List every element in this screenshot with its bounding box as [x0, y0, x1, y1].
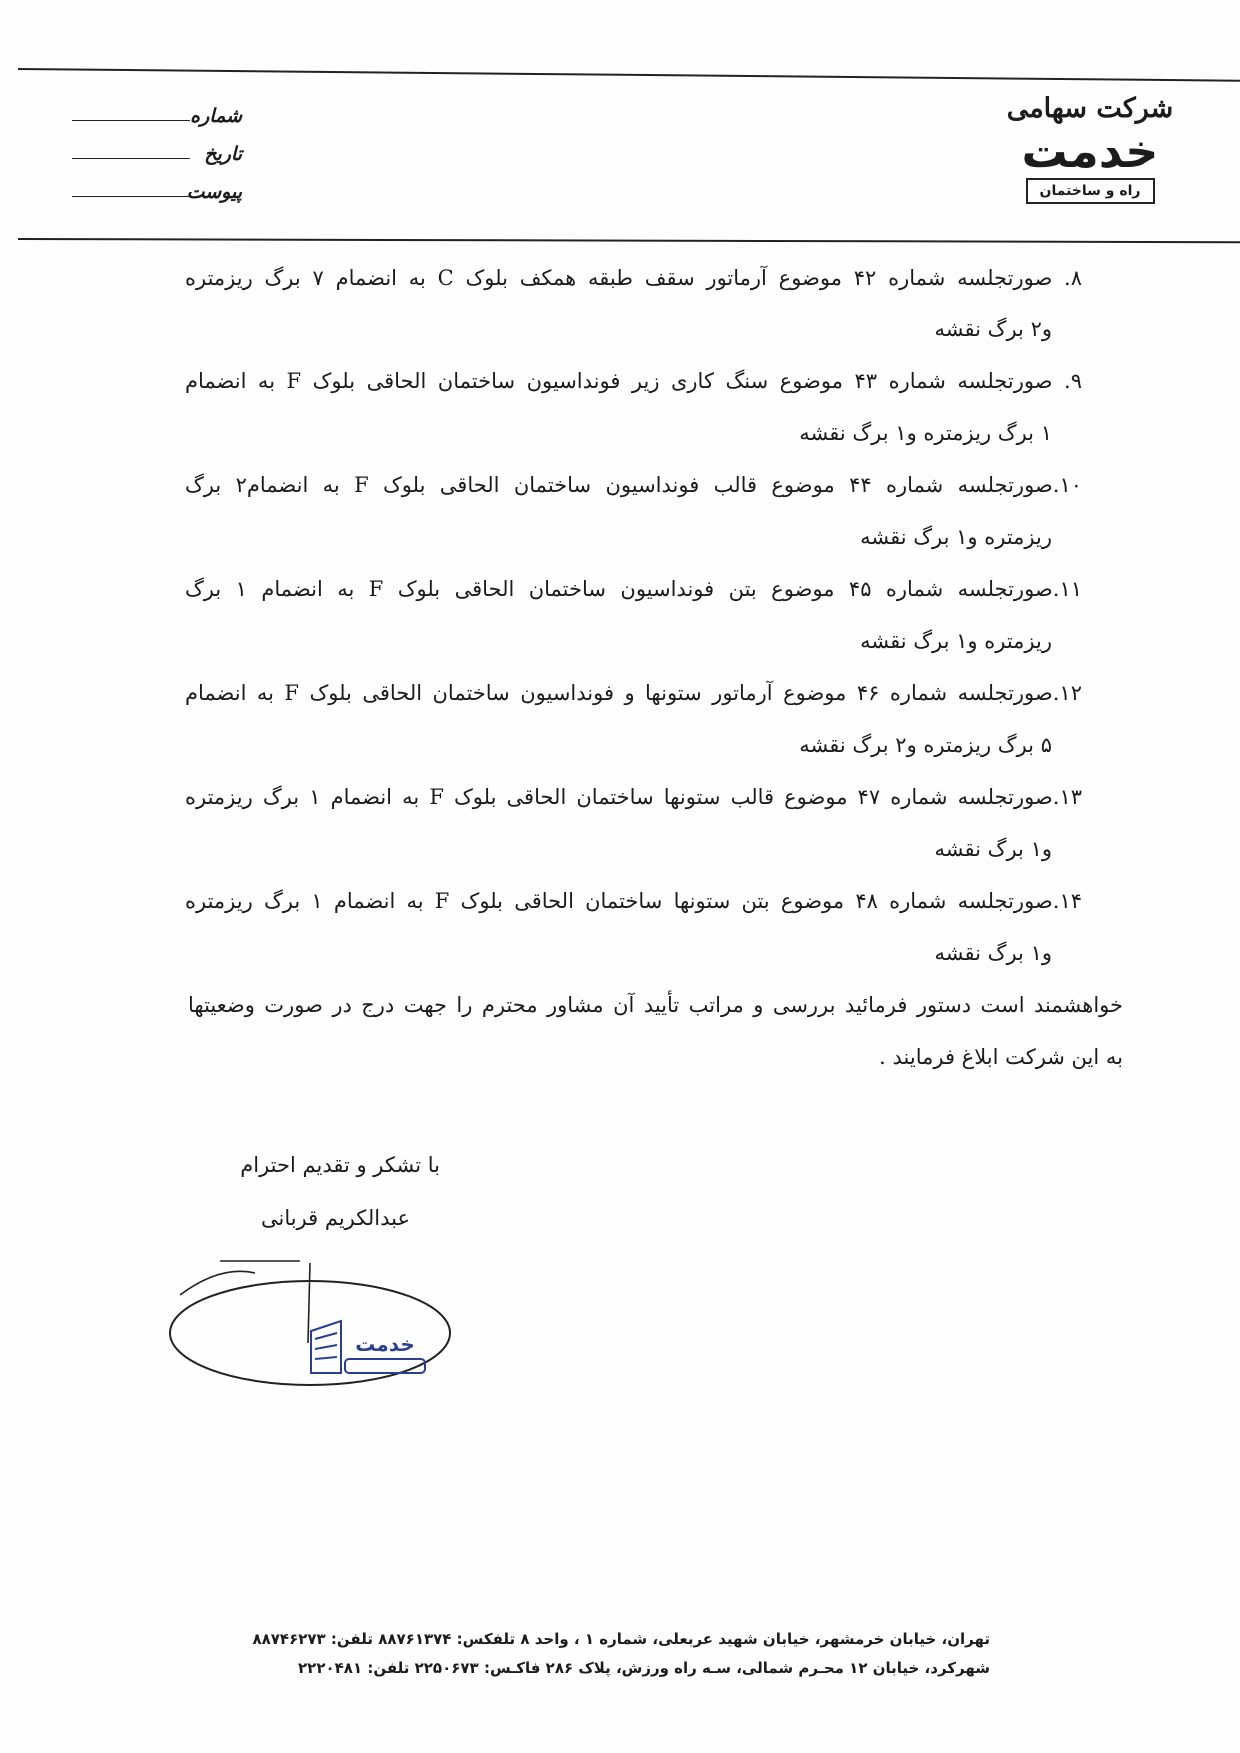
- field-date-label: تاریخ: [204, 143, 242, 165]
- list-item-14-cont: و۱ برگ نقشه: [934, 941, 1052, 965]
- list-item-8-cont: و۲ برگ نقشه: [934, 317, 1052, 341]
- list-item-12: ۱۲.صورتجلسه شماره ۴۶ موضوع آرماتور ستونها و فونداسیون ساختمان الحاقی بلوک F به انضمام: [185, 681, 1082, 705]
- list-item-12-cont: ۵ برگ ریزمتره و۲ برگ نقشه: [799, 733, 1052, 757]
- header-bottom-rule: [18, 238, 1240, 243]
- list-item-9: ۹. صورتجلسه شماره ۴۳ موضوع سنگ کاری زیر فونداسیون ساختمان الحاقی بلوک F به انضمام: [185, 369, 1082, 393]
- company-stamp: [305, 1315, 435, 1379]
- list-item-11: ۱۱.صورتجلسه شماره ۴۵ موضوع بتن فونداسیون ساختمان الحاقی بلوک F به انضمام ۱ برگ: [185, 577, 1082, 601]
- field-date-line: [72, 158, 190, 159]
- field-attachment: [72, 178, 242, 206]
- footer-address-shahrekord: شهرکرد، خیابان ۱۲ محـرم شمالی، سـه راه ورزش، پلاک ۲۸۶ فاکـس: ۲۲۵۰۶۷۳ تلفن: ۲۲۲۰۴۸۱: [298, 1659, 990, 1677]
- list-item-9-cont: ۱ برگ ریزمتره و۱ برگ نقشه: [799, 421, 1052, 445]
- stamp-label: خدمت: [355, 1332, 415, 1356]
- list-item-8: ۸. صورتجلسه شماره ۴۲ موضوع آرماتور سقف طبقه همکف بلوک C به انضمام ۷ برگ ریزمتره: [185, 266, 1082, 290]
- company-logo: [1005, 92, 1175, 224]
- company-tagline: راه و ساختمان: [1026, 178, 1155, 204]
- list-item-14: ۱۴.صورتجلسه شماره ۴۸ موضوع بتن ستونها ساختمان الحاقی بلوک F به انضمام ۱ برگ ریزمتره: [185, 889, 1082, 913]
- company-name-line1: شرکت سهامی: [1006, 93, 1174, 124]
- list-item-11-cont: ریزمتره و۱ برگ نقشه: [860, 629, 1052, 653]
- field-date: [72, 140, 242, 168]
- signatory-name: عبدالکریم قربانی: [260, 1206, 410, 1230]
- field-number-label: شماره: [190, 105, 242, 127]
- list-item-13-cont: و۱ برگ نقشه: [934, 837, 1052, 861]
- list-item-13: ۱۳.صورتجلسه شماره ۴۷ موضوع قالب ستونها ساختمان الحاقی بلوک F به انضمام ۱ برگ ریزمتره: [185, 785, 1082, 809]
- closing-greeting: با تشکر و تقدیم احترام: [240, 1153, 440, 1177]
- closing-line-1: خواهشمند است دستور فرمائید بررسی و مراتب تأیید آن مشاور محترم را جهت درج در صورت وضعیتها: [188, 993, 1123, 1017]
- field-number: [72, 102, 242, 130]
- company-name-line2: خدمت: [1021, 124, 1159, 178]
- field-attachment-label: پیوست: [186, 181, 242, 203]
- footer-address-tehran: تهران، خیابان خرمشهر، خیابان شهید عربعلی، شماره ۱ ، واحد ۸ تلفکس: ۸۸۷۶۱۳۷۴ تلفن: ۸۸۷۴۶۲۷۳: [252, 1630, 990, 1648]
- header-top-rule: [18, 68, 1240, 82]
- list-item-10: ۱۰.صورتجلسه شماره ۴۴ موضوع قالب فونداسیون ساختمان الحاقی بلوک F به انضمام۲ برگ: [185, 473, 1082, 497]
- field-attachment-line: [72, 196, 190, 197]
- closing-line-2: به این شرکت ابلاغ فرمایند .: [879, 1045, 1123, 1069]
- field-number-line: [72, 120, 190, 121]
- list-item-10-cont: ریزمتره و۱ برگ نقشه: [860, 525, 1052, 549]
